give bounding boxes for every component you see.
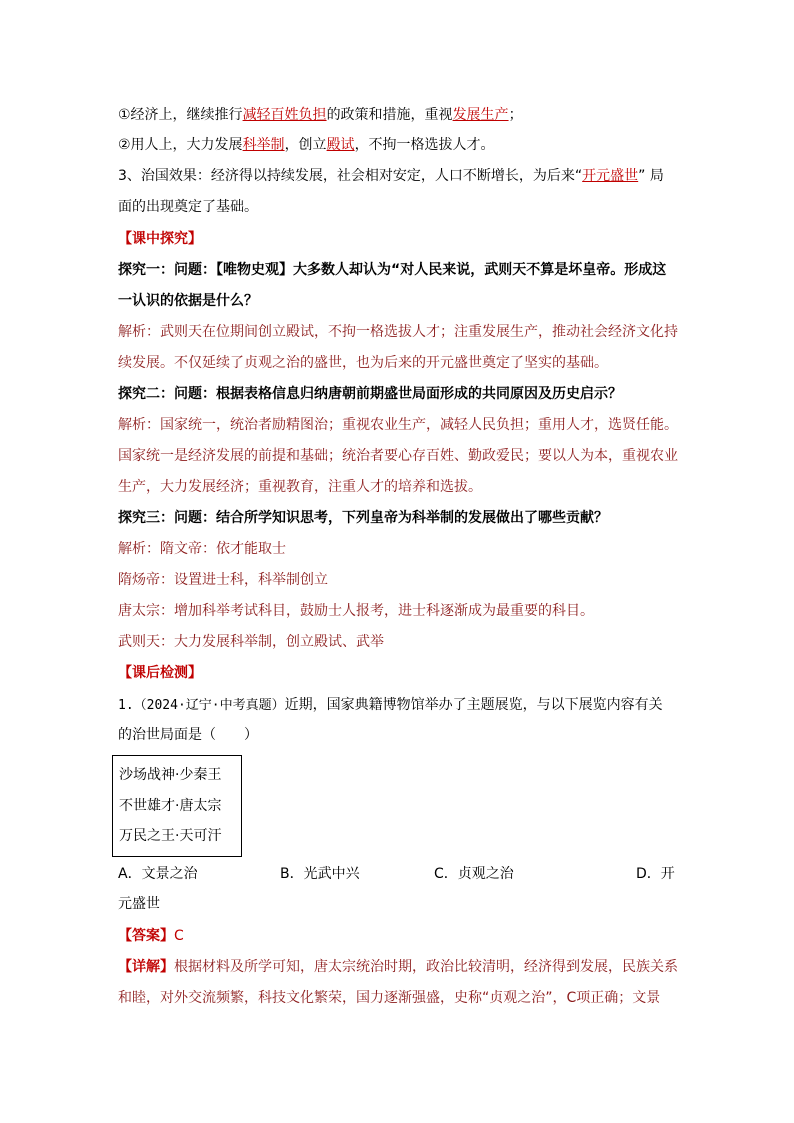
people-highlight-dianshi: 殿试 <box>326 137 355 153</box>
option-b: B．光武中兴 <box>280 866 360 882</box>
detail-label: 【详解】 <box>118 959 174 975</box>
effect-line-1 <box>118 166 664 186</box>
econ-highlight-burden: 减轻百姓负担 <box>242 107 327 123</box>
people-highlight-keju: 科举制 <box>242 137 285 153</box>
explore-3-answer-line-4: 武则天：大力发展科举制，创立殿试、武举 <box>118 634 384 650</box>
answer-value: C <box>174 928 184 944</box>
explore-1-question-line-1: 探究一：问题：【唯物史观】大多数人却认为“对人民来说，武则天不算是坏皇帝。形成这 <box>118 262 667 278</box>
people-end: ，不拘一格选拔人才。 <box>354 137 495 153</box>
box-line-1: 沙场战神·少秦王 <box>119 767 222 783</box>
question-1-line-1 <box>118 695 663 716</box>
class-explore-heading: 【课中探究】 <box>118 231 202 247</box>
explore-3-answer-line-2: 隋炀帝：设置进士科，科举制创立 <box>118 572 328 588</box>
answer-label: 【答案】 <box>118 928 174 944</box>
explore-1-question-line-2: 一认识的依据是什么？ <box>118 293 258 309</box>
econ-end: ； <box>508 107 523 123</box>
exhibition-box <box>112 755 242 857</box>
question-1-text: 近期，国家典籍博物馆举办了主题展览，与以下展览内容有关 <box>284 697 663 713</box>
explore-2-answer-line-3: 生产，大力发展经济；重视教育，注重人才的培养和选拔。 <box>118 479 482 495</box>
box-line-3: 万民之王·天可汗 <box>119 828 222 844</box>
explore-3-answer-line-1: 解析：隋文帝：依才能取士 <box>118 541 286 557</box>
econ-highlight-production: 发展生产 <box>452 107 509 123</box>
after-class-heading: 【课后检测】 <box>118 665 202 681</box>
explore-1-answer-line-2: 续发展。不仅延续了贞观之治的盛世，也为后来的开元盛世奠定了坚实的基础。 <box>118 355 608 371</box>
box-line-2: 不世雄才·唐太宗 <box>119 798 222 814</box>
people-prefix: ②用人上，大力发展 <box>118 137 243 153</box>
question-1-source: 1.（2024·辽宁·中考真题） <box>118 698 285 713</box>
econ-mid: 的政策和措施，重视 <box>326 107 453 123</box>
effect-prefix: 3、治国效果：经济得以持续发展，社会相对安定，人口不断增长，为后来“ <box>118 168 583 184</box>
detail-text-2: 和睦，对外交流频繁，科技文化繁荣，国力逐渐强盛，史称“贞观之治”， <box>118 990 567 1006</box>
explore-2-question: 探究二：问题：根据表格信息归纳唐朝前期盛世局面形成的共同原因及历史启示？ <box>118 386 622 402</box>
detail-option-c: C <box>566 990 577 1006</box>
explore-2-answer-line-2: 国家统一是经济发展的前提和基础；统治者要心存百姓、勤政爱民；要以人为本，重视农业 <box>118 448 678 464</box>
detail-line-1 <box>118 957 678 977</box>
people-measure-line <box>118 135 495 155</box>
effect-line-2: 面的出现奠定了基础。 <box>118 199 258 215</box>
effect-highlight-kaiyuan: 开元盛世 <box>582 168 639 184</box>
option-d: D．开 <box>636 866 675 882</box>
option-a: A．文景之治 <box>118 866 198 882</box>
econ-measure-line <box>118 105 523 125</box>
econ-prefix: ①经济上，继续推行 <box>118 107 243 123</box>
detail-text-2-end: 项正确；文景 <box>576 990 661 1006</box>
explore-2-answer-line-1: 解析：国家统一，统治者励精图治；重视农业生产，减轻人民负担；重用人才，选贤任能。 <box>118 417 678 433</box>
answer-line <box>118 926 184 946</box>
explore-3-question: 探究三：问题：结合所学知识思考，下列皇帝为科举制的发展做出了哪些贡献？ <box>118 510 608 526</box>
detail-text-1: 根据材料及所学可知，唐太宗统治时期，政治比较清明，经济得到发展，民族关系 <box>174 959 678 975</box>
effect-end: ” 局 <box>638 168 664 184</box>
option-d-continued: 元盛世 <box>118 896 160 912</box>
question-1-line-2: 的治世局面是（ ） <box>118 727 258 743</box>
explore-1-answer-line-1: 解析：武则天在位期间创立殿试，不拘一格选拔人才；注重发展生产，推动社会经济文化持 <box>118 324 678 340</box>
explore-3-answer-line-3: 唐太宗：增加科举考试科目，鼓励士人报考，进士科逐渐成为最重要的科目。 <box>118 603 594 619</box>
people-mid: ，创立 <box>284 137 327 153</box>
option-c: C．贞观之治 <box>434 866 514 882</box>
detail-line-2 <box>118 988 660 1008</box>
